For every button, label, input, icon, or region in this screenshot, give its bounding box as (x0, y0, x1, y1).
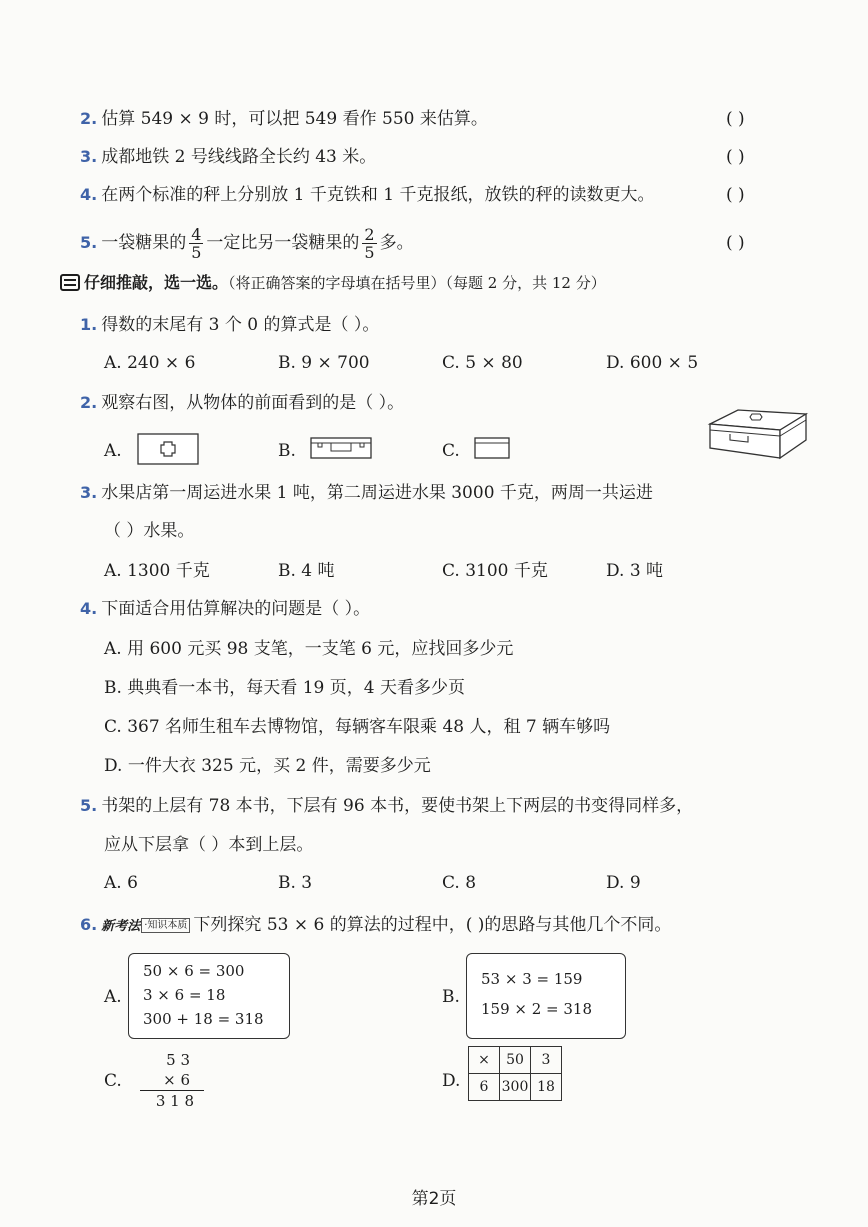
option-a[interactable]: A. 用 600 元买 98 支笔，一支笔 6 元，应找回多少元 (104, 639, 514, 659)
option-a[interactable]: A. (104, 441, 122, 461)
answer-paren[interactable]: ( ) (726, 233, 745, 253)
new-method-badge: 新考法 (101, 919, 141, 934)
option-c[interactable]: C. 367 名师生租车去博物馆，每辆客车限乘 48 人，租 7 辆车够吗 (104, 717, 611, 737)
grid-multiplication-table (468, 1046, 562, 1101)
option-a[interactable]: A. 6 (104, 873, 138, 893)
choice-question-3: 3. 水果店第一周运进水果 1 吨，第二周运进水果 3000 千克，两周一共运进 (80, 483, 653, 503)
option-b[interactable]: B. 3 (278, 873, 313, 893)
fraction: $\frac{2}{5}$ (364, 225, 375, 262)
question-5-continued: 应从下层拿（ ）本到上层。 (104, 835, 314, 855)
page-number: 第2页 (411, 1189, 457, 1209)
option-b[interactable]: B. (442, 987, 460, 1007)
judge-item-5: 5. 一袋糖果的 $\frac{4}{5}$ 一定比另一袋糖果的 $\frac{2}{5}$ 多。 (80, 225, 414, 262)
answer-paren[interactable]: ( ) (726, 147, 745, 167)
answer-paren[interactable]: ( ) (726, 109, 745, 129)
method-a-box: 50 × 6 = 300 3 × 6 = 18 300 + 18 = 318 (128, 953, 290, 1039)
vertical-multiplication: 5 3 × 6 3 1 8 (140, 1050, 204, 1111)
table-row: × 50 3 (469, 1047, 562, 1074)
fraction: $\frac{4}{5}$ (191, 225, 202, 262)
option-a[interactable]: A. 1300 千克 (104, 561, 210, 581)
choice-question-5: 5. 书架的上层有 78 本书，下层有 96 本书，要使书架上下两层的书变得同样多， (80, 796, 694, 816)
method-b-box: 53 × 3 = 159 159 × 2 = 318 (466, 953, 626, 1039)
judge-item-3: 3. 成都地铁 2 号线线路全长约 43 米。 (80, 147, 377, 167)
option-c[interactable]: C. 5 × 80 (442, 353, 523, 373)
option-b[interactable]: B. 典典看一本书，每天看 19 页，4 天看多少页 (104, 678, 465, 698)
judge-item-2: 2. 估算 549 × 9 时，可以把 549 看作 550 来估算。 (80, 109, 488, 129)
toolbox-illustration (706, 404, 810, 464)
question-3-continued: （ ）水果。 (104, 521, 195, 541)
choice-question-4: 4. 下面适合用估算解决的问题是（ ）。 (80, 599, 371, 619)
choice-question-2: 2. 观察右图，从物体的前面看到的是（ ）。 (80, 393, 405, 413)
option-d[interactable]: D. 9 (606, 873, 641, 893)
option-b[interactable]: B. 9 × 700 (278, 353, 370, 373)
option-c[interactable]: C. 3100 千克 (442, 561, 548, 581)
option-c[interactable]: C. (442, 441, 460, 461)
judge-item-4: 4. 在两个标准的秤上分别放 1 千克铁和 1 千克报纸，放铁的秤的读数更大。 (80, 185, 655, 205)
option-d[interactable]: D. 3 吨 (606, 561, 664, 581)
box-front-view-icon (310, 437, 372, 459)
choice-question-1: 1. 得数的末尾有 3 个 0 的算式是（ ）。 (80, 315, 380, 335)
option-b[interactable]: B. (278, 441, 296, 461)
option-d[interactable]: D. 600 × 5 (606, 353, 699, 373)
answer-paren[interactable]: ( ) (726, 185, 745, 205)
option-c[interactable]: C. (104, 1071, 122, 1091)
option-d[interactable]: D. 一件大衣 325 元，买 2 件，需要多少元 (104, 756, 431, 776)
option-d[interactable]: D. (442, 1071, 461, 1091)
choice-question-6: 6. 新考法 ·知识本质 下列探究 53 × 6 的算法的过程中，( )的思路与其他几个不同。 (80, 915, 672, 935)
box-top-view-icon (137, 433, 199, 465)
option-a[interactable]: A. 240 × 6 (104, 353, 196, 373)
option-c[interactable]: C. 8 (442, 873, 477, 893)
section-heading: 仔细推敲，选一选。（将正确答案的字母填在括号里）（每题 2 分，共 12 分） (60, 272, 606, 294)
knowledge-tag-badge: ·知识本质 (141, 918, 190, 933)
section-three-icon (60, 274, 80, 291)
option-a[interactable]: A. (104, 987, 122, 1007)
option-b[interactable]: B. 4 吨 (278, 561, 335, 581)
table-row: 6 300 18 (469, 1074, 562, 1101)
box-side-view-icon (474, 437, 510, 459)
